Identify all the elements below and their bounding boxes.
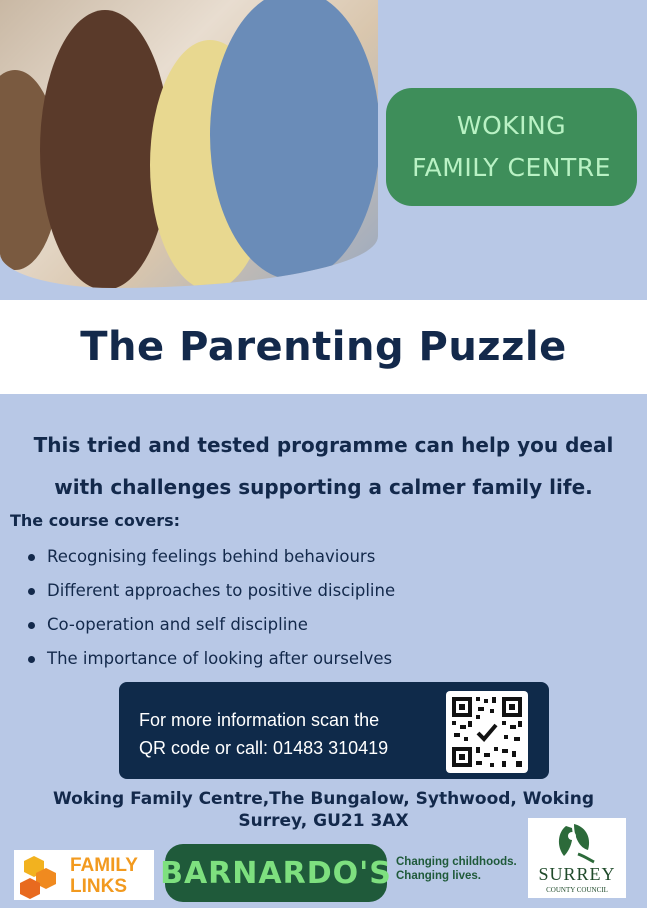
tagline-line-1: Changing childhoods. [396,856,517,868]
family-links-text [70,855,138,897]
woking-family-centre-logo [386,88,637,206]
info-text [139,706,439,762]
list-item-label: Recognising feelings behind behaviours [47,547,376,566]
info-line-2: QR code or call: 01483 310419 [139,738,389,758]
surrey-county-council-logo [528,818,626,898]
bullet-icon [28,554,35,561]
address-line-1: Woking Family Centre,The Bungalow, Sythwood, Woking [52,789,595,809]
page-title: The Parenting Puzzle [80,324,567,370]
family-links-logo [14,850,154,900]
barnardos-tagline [396,855,517,883]
surrey-sub: COUNTY COUNCIL [546,886,608,894]
family-links-line-2: LINKS [70,876,127,897]
barnardos-name: BARNARDO'S [160,855,392,891]
tagline-line-2: Changing lives. [396,870,481,882]
list-item [28,574,395,608]
list-item-label: The importance of looking after ourselves [47,649,393,668]
list-item [28,608,395,642]
list-item-label: Co-operation and self discipline [47,615,308,634]
list-item [28,642,395,676]
intro-line-2: with challenges supporting a calmer family life. [54,475,593,499]
barnardos-logo [160,844,392,902]
list-item-label: Different approaches to positive discipline [47,581,396,600]
logo-line-2: FAMILY CENTRE [412,153,611,182]
title-band [0,300,647,394]
surrey-name: SURREY [538,864,616,884]
list-item [28,540,395,574]
address-line-2: Surrey, GU21 3AX [238,811,409,831]
bullet-icon [28,588,35,595]
family-photo [0,0,378,288]
qr-code-icon[interactable] [446,691,528,773]
info-line-1: For more information scan the [139,710,380,730]
bullet-icon [28,622,35,629]
hexagon-icon [14,850,64,900]
intro-line-1: This tried and tested programme can help you deal [33,433,614,457]
photo-person-father [210,0,378,280]
course-list [28,540,395,676]
info-box [119,682,549,779]
logo-line-1: WOKING [456,111,567,140]
family-links-line-1: FAMILY [70,855,138,876]
oak-leaf-icon [528,818,626,864]
course-heading: The course covers: [10,511,180,530]
bullet-icon [28,656,35,663]
intro-text [0,424,647,508]
